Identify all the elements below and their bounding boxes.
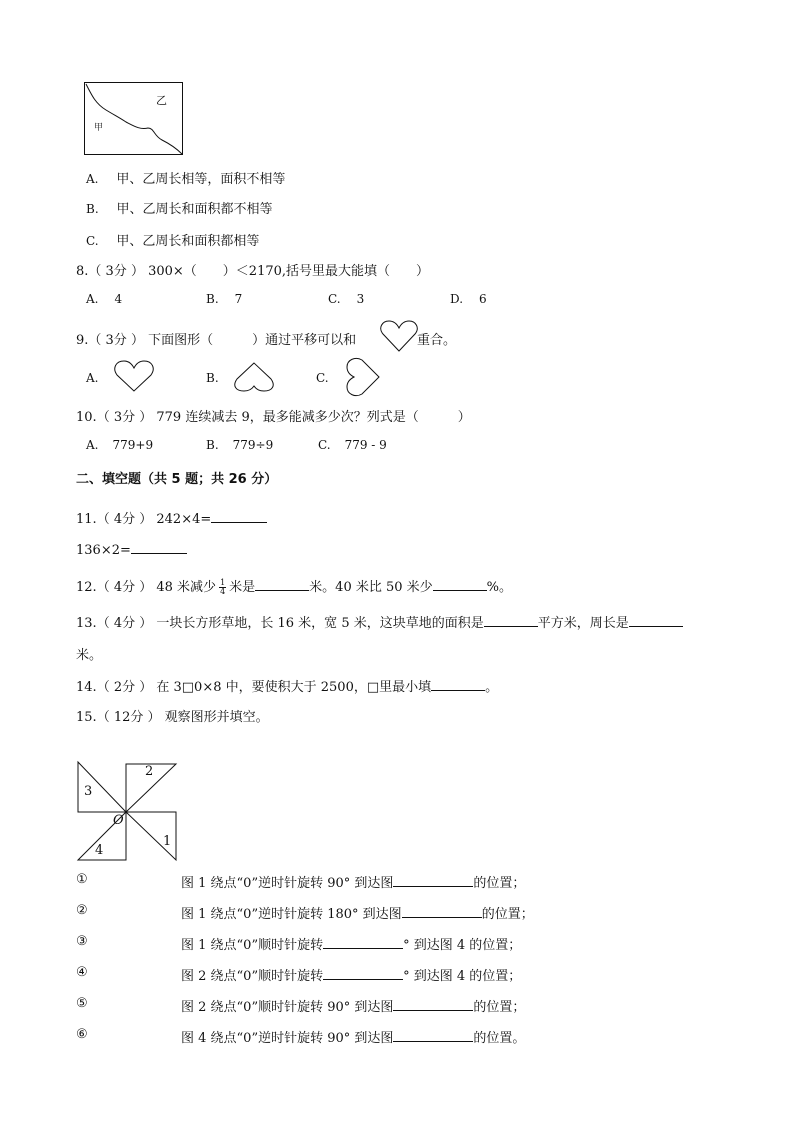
q15-item-6 <box>181 1027 525 1046</box>
q9-number: 9. <box>76 333 89 348</box>
q10-option-b-text: 779÷9 <box>232 438 274 452</box>
q13-blank-1[interactable] <box>484 614 538 627</box>
q10-option-c-letter: C. <box>318 438 331 452</box>
q10-option-a-text: 779+9 <box>112 438 154 452</box>
q7-option-b[interactable] <box>86 198 272 217</box>
q9-option-c-heart-rotated-icon <box>344 358 380 396</box>
q7-option-a-text: 甲、乙周长相等，面积不相等 <box>116 172 286 187</box>
q14-number: 14. <box>76 680 97 695</box>
q8-score: （ 3分 ） <box>88 264 144 279</box>
q14-stem <box>76 676 498 695</box>
q13-part-3: 米。 <box>76 648 103 663</box>
q10-option-b[interactable] <box>206 438 273 452</box>
q11-line-1 <box>76 508 267 527</box>
q12-part-4: %。 <box>486 580 513 595</box>
q7-option-b-text: 甲、乙周长和面积都不相等 <box>116 202 273 217</box>
q15-item-3-before: 图 1 绕点“0”顺时针旋转 <box>181 938 324 953</box>
q14-blank[interactable] <box>431 678 485 691</box>
q7-figure-divider-curve <box>86 84 182 154</box>
q15-item-2-after: 的位置； <box>481 907 534 922</box>
q12-fraction <box>219 579 226 596</box>
q15-score: （ 12分 ） <box>96 710 161 725</box>
q12-fraction-numerator: 1 <box>220 578 226 587</box>
q11-score: （ 4分 ） <box>96 512 153 527</box>
q8-option-c-text: 3 <box>356 292 365 306</box>
q13-part-1: 一块长方形草地，长 16 米，宽 5 米，这块草地的面积是 <box>156 616 484 631</box>
q10-option-c-text: 779 - 9 <box>344 438 387 452</box>
q8-option-b[interactable] <box>206 292 242 306</box>
q12-stem <box>76 576 512 596</box>
q15-item-6-blank[interactable] <box>393 1029 473 1042</box>
q8-option-b-text: 7 <box>234 292 243 306</box>
q15-item-5-after: 的位置； <box>473 1000 526 1015</box>
q9-option-a-letter[interactable]: A. <box>86 371 99 385</box>
section-2-title: 二、填空题（共 5 题；共 26 分） <box>76 472 278 487</box>
q7-figure-label-jia: 甲 <box>94 123 104 133</box>
q15-text: 观察图形并填空。 <box>164 710 269 725</box>
q15-item-5-mark: ⑤ <box>76 996 88 1011</box>
q8-option-a-letter: A. <box>86 292 99 306</box>
q12-blank-1[interactable] <box>255 578 309 591</box>
q10-option-a[interactable] <box>86 438 153 452</box>
q15-label-4: 4 <box>95 843 104 858</box>
q15-item-4 <box>181 965 521 984</box>
q8-option-d[interactable] <box>450 292 487 306</box>
q9-target-heart-icon <box>380 320 418 352</box>
q15-item-1-mark: ① <box>76 872 88 887</box>
q9-option-b-letter[interactable]: B. <box>206 371 219 385</box>
q9-option-c-letter[interactable]: C. <box>316 371 329 385</box>
q15-item-6-before: 图 4 绕点“0”逆时针旋转 90° 到达图 <box>181 1031 394 1046</box>
q7-figure <box>84 82 184 156</box>
q11-blank-2[interactable] <box>131 541 187 554</box>
q15-item-3 <box>181 934 521 953</box>
q13-stem <box>76 612 683 631</box>
q8-text: 300×（ ）＜2170,括号里最大能填（ ） <box>148 264 430 279</box>
q13-number: 13. <box>76 616 97 631</box>
q13-blank-2[interactable] <box>629 614 683 627</box>
q8-option-d-letter: D. <box>450 292 464 306</box>
q8-option-d-text: 6 <box>479 292 487 306</box>
q8-option-b-letter: B. <box>206 292 219 306</box>
q15-number: 15. <box>76 710 97 725</box>
q7-option-c[interactable] <box>86 230 259 249</box>
q8-option-a[interactable] <box>86 292 122 306</box>
q13-part-2: 平方米，周长是 <box>537 616 629 631</box>
q15-item-5-blank[interactable] <box>393 998 473 1011</box>
q9-score: （ 3分 ） <box>88 333 144 348</box>
q8-option-c-letter: C. <box>328 292 341 306</box>
q12-blank-2[interactable] <box>433 578 487 591</box>
q12-fraction-denominator: 4 <box>220 587 226 596</box>
q15-item-1-after: 的位置； <box>473 876 526 891</box>
q14-part-2: 。 <box>485 680 499 695</box>
q8-option-c[interactable] <box>328 292 364 306</box>
q9-option-b-heart-flipped-icon <box>234 362 274 392</box>
q15-item-3-blank[interactable] <box>323 936 403 949</box>
q11-expr-1: 242×4= <box>156 512 212 527</box>
q15-label-center-o: O <box>113 813 124 828</box>
q7-option-a-letter: A. <box>86 172 99 186</box>
q11-expr-2: 136×2= <box>76 543 131 558</box>
q8-stem <box>76 260 429 279</box>
q7-option-c-text: 甲、乙周长和面积都相等 <box>116 234 260 249</box>
q12-part-3: 米。40 米比 50 米少 <box>309 580 433 595</box>
q15-item-4-before: 图 2 绕点“0”顺时针旋转 <box>181 969 324 984</box>
q15-stem <box>76 706 269 725</box>
q7-option-a[interactable] <box>86 168 285 187</box>
q11-number: 11. <box>76 512 97 527</box>
q15-item-1 <box>181 872 525 891</box>
q15-item-4-after: ° 到达图 4 的位置； <box>403 969 522 984</box>
q15-item-1-blank[interactable] <box>393 874 473 887</box>
q15-item-3-mark: ③ <box>76 934 88 949</box>
q15-item-6-after: 的位置。 <box>473 1031 526 1046</box>
q9-stem <box>76 329 356 348</box>
q10-score: （ 3分 ） <box>96 410 153 425</box>
q8-option-a-text: 4 <box>114 292 123 306</box>
q15-item-5-before: 图 2 绕点“0”顺时针旋转 90° 到达图 <box>181 1000 394 1015</box>
q10-text: 779 连续减去 9，最多能减多少次？列式是（ ） <box>156 410 471 425</box>
q15-item-2-blank[interactable] <box>402 905 482 918</box>
q15-item-3-after: ° 到达图 4 的位置； <box>403 938 522 953</box>
q8-number: 8. <box>76 264 89 279</box>
q15-item-2-mark: ② <box>76 903 88 918</box>
q15-item-4-mark: ④ <box>76 965 88 980</box>
q10-number: 10. <box>76 410 97 425</box>
q15-item-2-before: 图 1 绕点“0”逆时针旋转 180° 到达图 <box>181 907 402 922</box>
q7-figure-label-yi: 乙 <box>156 94 167 107</box>
q15-label-3: 3 <box>84 784 93 799</box>
q7-option-c-letter: C. <box>86 234 99 248</box>
q10-option-b-letter: B. <box>206 438 219 452</box>
q10-stem <box>76 406 471 425</box>
q15-label-2: 2 <box>145 764 154 779</box>
q9-text-after: 重合。 <box>417 333 457 348</box>
q11-line-2 <box>76 541 187 558</box>
q9-text-before: 下面图形（ ）通过平移可以和 <box>148 333 357 348</box>
q13-score: （ 4分 ） <box>96 616 153 631</box>
q9-option-a-heart-icon <box>114 360 154 392</box>
q12-part-2: 米是 <box>229 580 256 595</box>
q15-item-4-blank[interactable] <box>323 967 403 980</box>
q14-score: （ 2分 ） <box>96 680 153 695</box>
q11-blank-1[interactable] <box>211 510 267 523</box>
q15-label-1: 1 <box>163 834 172 849</box>
q12-number: 12. <box>76 580 97 595</box>
q12-score: （ 4分 ） <box>96 580 153 595</box>
q15-item-5 <box>181 996 525 1015</box>
q10-option-a-letter: A. <box>86 438 99 452</box>
q15-item-6-mark: ⑥ <box>76 1027 88 1042</box>
q7-option-b-letter: B. <box>86 202 99 216</box>
q12-part-1: 48 米减少 <box>156 580 217 595</box>
q10-option-c[interactable] <box>318 438 387 452</box>
q14-part-1: 在 3□0×8 中，要使积大于 2500，□里最小填 <box>156 680 432 695</box>
q15-item-1-before: 图 1 绕点“0”逆时针旋转 90° 到达图 <box>181 876 394 891</box>
q15-item-2 <box>181 903 534 922</box>
